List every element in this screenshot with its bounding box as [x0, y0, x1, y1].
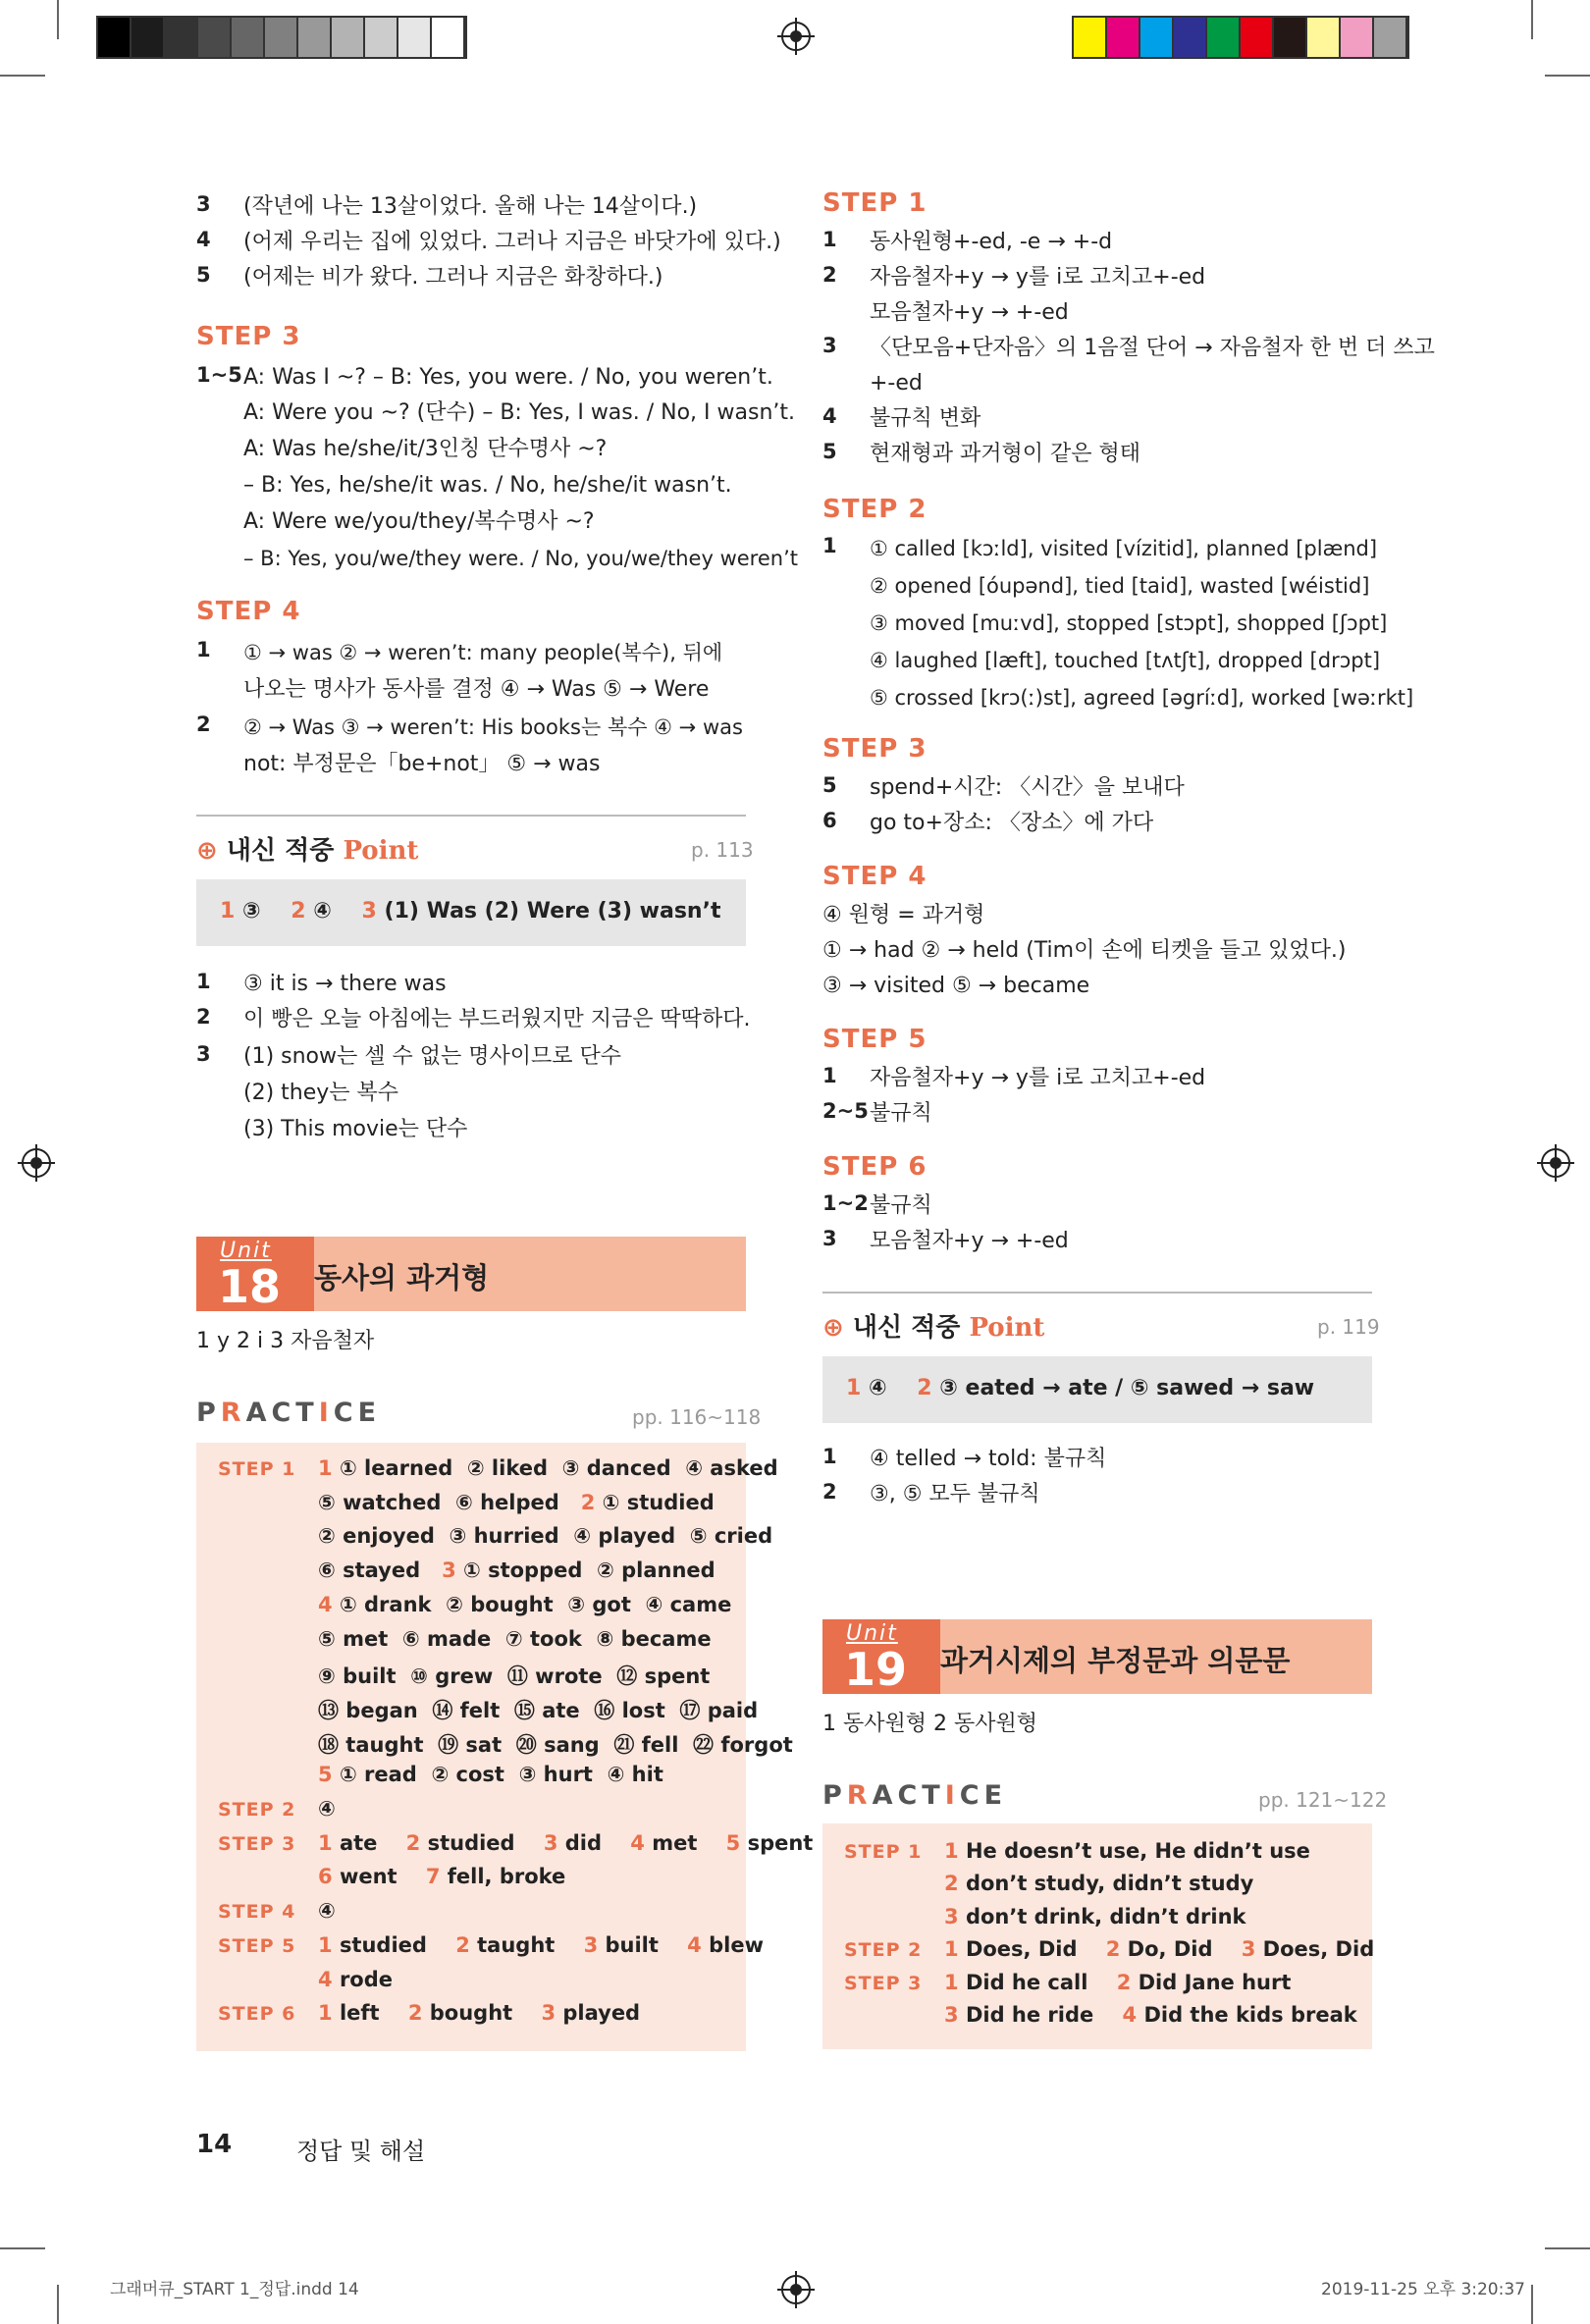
page-reference: pp. 121~122: [1258, 1788, 1388, 1812]
unit-warmup-answers: 1 동사원형 2 동사원형: [822, 1712, 1037, 1736]
answer-line: ④ 원형 = 과거형: [822, 903, 985, 927]
target-icon: ⊕: [196, 836, 218, 866]
practice-answer-line: ② enjoyed ③ hurried ④ played ⑤ cried: [318, 1524, 773, 1549]
answer-line: A: Was he/she/it/3인칭 단수명사 ~?: [243, 437, 608, 461]
answer-line: 불규칙: [870, 1193, 932, 1218]
item-number: 1: [196, 638, 211, 661]
answer-line: 현재형과 과거형이 같은 형태: [870, 442, 1141, 466]
practice-answer-line: ⑤ met ⑥ made ⑦ took ⑧ became: [318, 1626, 712, 1651]
answer-line: (2) they는 복수: [243, 1081, 399, 1105]
item-number: 1~2: [822, 1191, 869, 1215]
item-number: 3: [196, 1042, 211, 1066]
color-swatch: [1374, 18, 1407, 57]
unit-title: 과거시제의 부정문과 의문문: [940, 1644, 1291, 1677]
practice-answer-line: 1 He doesn’t use, He didn’t use: [944, 1839, 1310, 1863]
color-swatch: [1174, 18, 1207, 57]
practice-answer-line: 3 don’t drink, didn’t drink: [944, 1904, 1246, 1928]
item-number: 1~5: [196, 363, 242, 387]
answer-line: ③ → visited ⑤ → became: [822, 974, 1090, 998]
page-number: 14: [196, 2130, 233, 2159]
practice-answer-line: 4 rode: [318, 1967, 393, 1991]
divider: [822, 1292, 1372, 1294]
gray-swatch: [298, 18, 332, 57]
answer-line: ① → had ② → held (Tim이 손에 티켓을 들고 있었다.): [822, 938, 1347, 963]
practice-answer-line: ⑥ stayed 3 ① stopped ② planned: [318, 1558, 716, 1583]
practice-answer-line: ⑤ watched ⑥ helped 2 ① studied: [318, 1490, 715, 1514]
answer-line: A: Was I ~? – B: Yes, you were. / No, you weren’t.: [243, 365, 773, 390]
item-number: 2~5: [822, 1099, 869, 1123]
color-swatch: [1074, 18, 1107, 57]
answer-line: (작년에 나는 13살이었다. 올해 나는 14살이다.): [243, 194, 698, 219]
registration-mark-icon: [1541, 1148, 1570, 1178]
gray-swatch: [398, 18, 432, 57]
registration-mark-icon: [22, 1148, 51, 1178]
practice-heading: PRACTICE: [822, 1780, 1008, 1811]
item-number: 1: [822, 228, 837, 251]
color-swatch: [1207, 18, 1241, 57]
answer-line: ② opened [óupənd], tied [taid], wasted [wéistid]: [870, 574, 1370, 598]
practice-answer-line: ⑬ began ⑭ felt ⑮ ate ⑯ lost ⑰ paid: [318, 1698, 759, 1722]
answer-line: – B: Yes, you/we/they were. / No, you/we/they weren’t: [243, 547, 798, 570]
practice-heading: PRACTICE: [196, 1398, 382, 1428]
gray-swatch: [198, 18, 232, 57]
page-reference: p. 113: [691, 838, 754, 862]
file-slug: 그래머큐_START 1_정답.indd 14: [110, 2280, 359, 2299]
grayscale-bar: [96, 16, 467, 59]
page-label: 정답 및 해설: [296, 2138, 426, 2165]
unit-badge: Unit 19: [822, 1619, 940, 1694]
item-number: 3: [196, 192, 211, 216]
practice-answer-line: 1 left 2 bought 3 played: [318, 2001, 641, 2026]
step-heading: STEP 4: [822, 862, 928, 891]
answer-line: ① → was ② → weren’t: many people(복수), 뒤에: [243, 641, 723, 664]
gray-swatch: [432, 18, 465, 57]
answer-line: spend+시간: 〈시간〉을 보내다: [870, 775, 1185, 800]
gray-swatch: [332, 18, 365, 57]
answer-line: ④ telled → told: 불규칙: [870, 1447, 1107, 1471]
registration-mark-icon: [781, 22, 811, 51]
practice-step-label: STEP 5: [218, 1934, 296, 1957]
answer-line: 불규칙 변화: [870, 406, 981, 431]
practice-answer-line: 5 ① read ② cost ③ hurt ④ hit: [318, 1763, 663, 1787]
target-icon: ⊕: [822, 1313, 844, 1343]
step-heading: STEP 6: [822, 1152, 928, 1182]
answer-line: A: Were you ~? (단수) – B: Yes, I was. / No, I wasn’t.: [243, 400, 796, 425]
step-heading: STEP 3: [822, 734, 928, 764]
item-number: 6: [822, 809, 837, 832]
gray-swatch: [232, 18, 265, 57]
answer-line: A: Were we/you/they/복수명사 ~?: [243, 509, 595, 534]
registration-mark-icon: [781, 2275, 811, 2304]
practice-answer-line: 1 studied 2 taught 3 built 4 blew: [318, 1932, 764, 1957]
crop-mark: [1531, 0, 1533, 39]
practice-step-label: STEP 2: [218, 1799, 296, 1821]
item-number: 5: [822, 773, 837, 797]
unit-title: 동사의 과거형: [314, 1261, 490, 1294]
gray-swatch: [132, 18, 165, 57]
practice-answer-line: 1 ate 2 studied 3 did 4 met 5 spent: [318, 1830, 814, 1855]
practice-answer-line: 1 Did he call 2 Did Jane hurt: [944, 1970, 1292, 1994]
crop-mark: [0, 75, 45, 77]
practice-step-label: STEP 6: [218, 2003, 296, 2026]
practice-answer-line: ④: [318, 1899, 336, 1924]
gray-swatch: [365, 18, 398, 57]
crop-mark: [57, 0, 59, 39]
crop-mark: [57, 2285, 59, 2324]
practice-answer-line: 3 Did he ride 4 Did the kids break: [944, 2003, 1357, 2027]
answer-line: ⑤ crossed [krɔ(ː)st], agreed [əgríːd], worked [wəːrkt]: [870, 686, 1414, 710]
practice-answer-line: 1 ① learned ② liked ③ danced ④ asked: [318, 1456, 778, 1480]
answer-line: ③ it is → there was: [243, 972, 447, 996]
item-number: 4: [822, 404, 837, 428]
answer-line: 자음철자+y → y를 i로 고치고+-ed: [870, 1066, 1206, 1090]
crop-mark: [1531, 2285, 1533, 2324]
answer-line: go to+장소: 〈장소〉에 가다: [870, 811, 1154, 835]
practice-step-label: STEP 1: [218, 1458, 296, 1480]
answer-line: 자음철자+y → y를 i로 고치고+-ed: [870, 265, 1206, 290]
item-number: 2: [822, 263, 837, 287]
item-number: 3: [822, 334, 837, 357]
answer-line: 나오는 명사가 동사를 결정 ④ → Was ⑤ → Were: [243, 677, 710, 702]
color-swatch: [1274, 18, 1307, 57]
gray-swatch: [265, 18, 298, 57]
step-heading: STEP 2: [822, 495, 928, 524]
practice-step-label: STEP 3: [218, 1832, 296, 1855]
item-number: 2: [196, 1005, 211, 1029]
color-swatch: [1107, 18, 1140, 57]
answer-line: (3) This movie는 단수: [243, 1117, 468, 1141]
item-number: 1: [822, 534, 837, 557]
item-number: 2: [196, 713, 211, 736]
practice-answer-line: 1 Does, Did 2 Do, Did 3 Does, Did: [944, 1937, 1375, 1962]
answer-line: 이 빵은 오늘 아침에는 부드러웠지만 지금은 딱딱하다.: [243, 1007, 751, 1031]
point-answer-box: 1 ④ 2 ③ eated → ate / ⑤ sawed → saw: [822, 1356, 1372, 1423]
color-swatch: [1241, 18, 1274, 57]
answer-line: 모음철자+y → +-ed: [870, 300, 1069, 325]
practice-answer-line: ⑱ taught ⑲ sat ⑳ sang ㉑ fell ㉒ forgot: [318, 1732, 793, 1757]
practice-answer-line: 2 don’t study, didn’t study: [944, 1872, 1254, 1896]
point-answer-box: 1 ③ 2 ④ 3 (1) Was (2) Were (3) wasn’t: [196, 879, 746, 946]
practice-answer-line: ④: [318, 1797, 336, 1821]
item-number: 1: [196, 970, 211, 993]
unit-warmup-answers: 1 y 2 i 3 자음철자: [196, 1329, 375, 1353]
step-heading: STEP 3: [196, 322, 301, 351]
answer-line: ③ moved [muːvd], stopped [stɔpt], shopped [ʃɔpt]: [870, 611, 1388, 635]
color-swatch: [1140, 18, 1174, 57]
crop-mark: [1545, 2247, 1590, 2249]
color-bar: [1072, 16, 1409, 59]
answer-line: ③, ⑤ 모두 불규칙: [870, 1482, 1040, 1506]
color-swatch: [1307, 18, 1341, 57]
item-number: 3: [822, 1227, 837, 1250]
divider: [196, 815, 746, 817]
item-number: 2: [822, 1480, 837, 1504]
item-number: 4: [196, 228, 211, 251]
item-number: 1: [822, 1445, 837, 1468]
practice-step-label: STEP 3: [844, 1972, 923, 1994]
answer-line: ① called [kɔːld], visited [vízitid], planned [plænd]: [870, 537, 1378, 560]
gray-swatch: [98, 18, 132, 57]
gray-swatch: [165, 18, 198, 57]
page-reference: p. 119: [1317, 1315, 1380, 1339]
page-reference: pp. 116~118: [632, 1405, 762, 1429]
practice-answer-line: 4 ① drank ② bought ③ got ④ came: [318, 1592, 732, 1616]
item-number: 5: [822, 440, 837, 463]
print-timestamp: 2019-11-25 오후 3:20:37: [1321, 2280, 1525, 2299]
answer-line: 모음철자+y → +-ed: [870, 1229, 1069, 1253]
answer-line: ② → Was ③ → weren’t: His books는 복수 ④ → was: [243, 715, 743, 739]
answer-line: (어제 우리는 집에 있었다. 그러나 지금은 바닷가에 있다.): [243, 230, 781, 254]
answer-line: (어제는 비가 왔다. 그러나 지금은 화창하다.): [243, 265, 663, 290]
answer-line: not: 부정문은「be+not」 ⑤ → was: [243, 752, 601, 776]
answer-line: +-ed: [870, 371, 923, 396]
item-number: 5: [196, 263, 211, 287]
practice-answer-line: 6 went 7 fell, broke: [318, 1865, 566, 1889]
practice-answer-line: ⑨ built ⑩ grew ⑪ wrote ⑫ spent: [318, 1664, 711, 1689]
step-heading: STEP 1: [822, 188, 928, 218]
step-heading: STEP 4: [196, 597, 301, 626]
answer-line: 불규칙: [870, 1101, 932, 1126]
point-heading: ⊕ 내신 적중 Point: [196, 836, 419, 866]
answer-line: 〈단모음+단자음〉의 1음절 단어 → 자음철자 한 번 더 쓰고: [870, 336, 1435, 360]
unit-badge: Unit 18: [196, 1237, 314, 1311]
practice-step-label: STEP 4: [218, 1901, 296, 1924]
practice-step-label: STEP 1: [844, 1841, 923, 1863]
answer-line: – B: Yes, he/she/it was. / No, he/she/it wasn’t.: [243, 473, 732, 498]
crop-mark: [1545, 75, 1590, 77]
answer-line: (1) snow는 셀 수 없는 명사이므로 단수: [243, 1044, 622, 1069]
crop-mark: [0, 2247, 45, 2249]
practice-step-label: STEP 2: [844, 1939, 923, 1962]
item-number: 1: [822, 1064, 837, 1087]
answer-line: 동사원형+-ed, -e → +-d: [870, 230, 1113, 254]
step-heading: STEP 5: [822, 1025, 928, 1054]
point-heading: ⊕ 내신 적중 Point: [822, 1313, 1045, 1343]
answer-line: ④ laughed [læft], touched [tʌtʃt], dropped [drɔpt]: [870, 649, 1381, 672]
color-swatch: [1341, 18, 1374, 57]
